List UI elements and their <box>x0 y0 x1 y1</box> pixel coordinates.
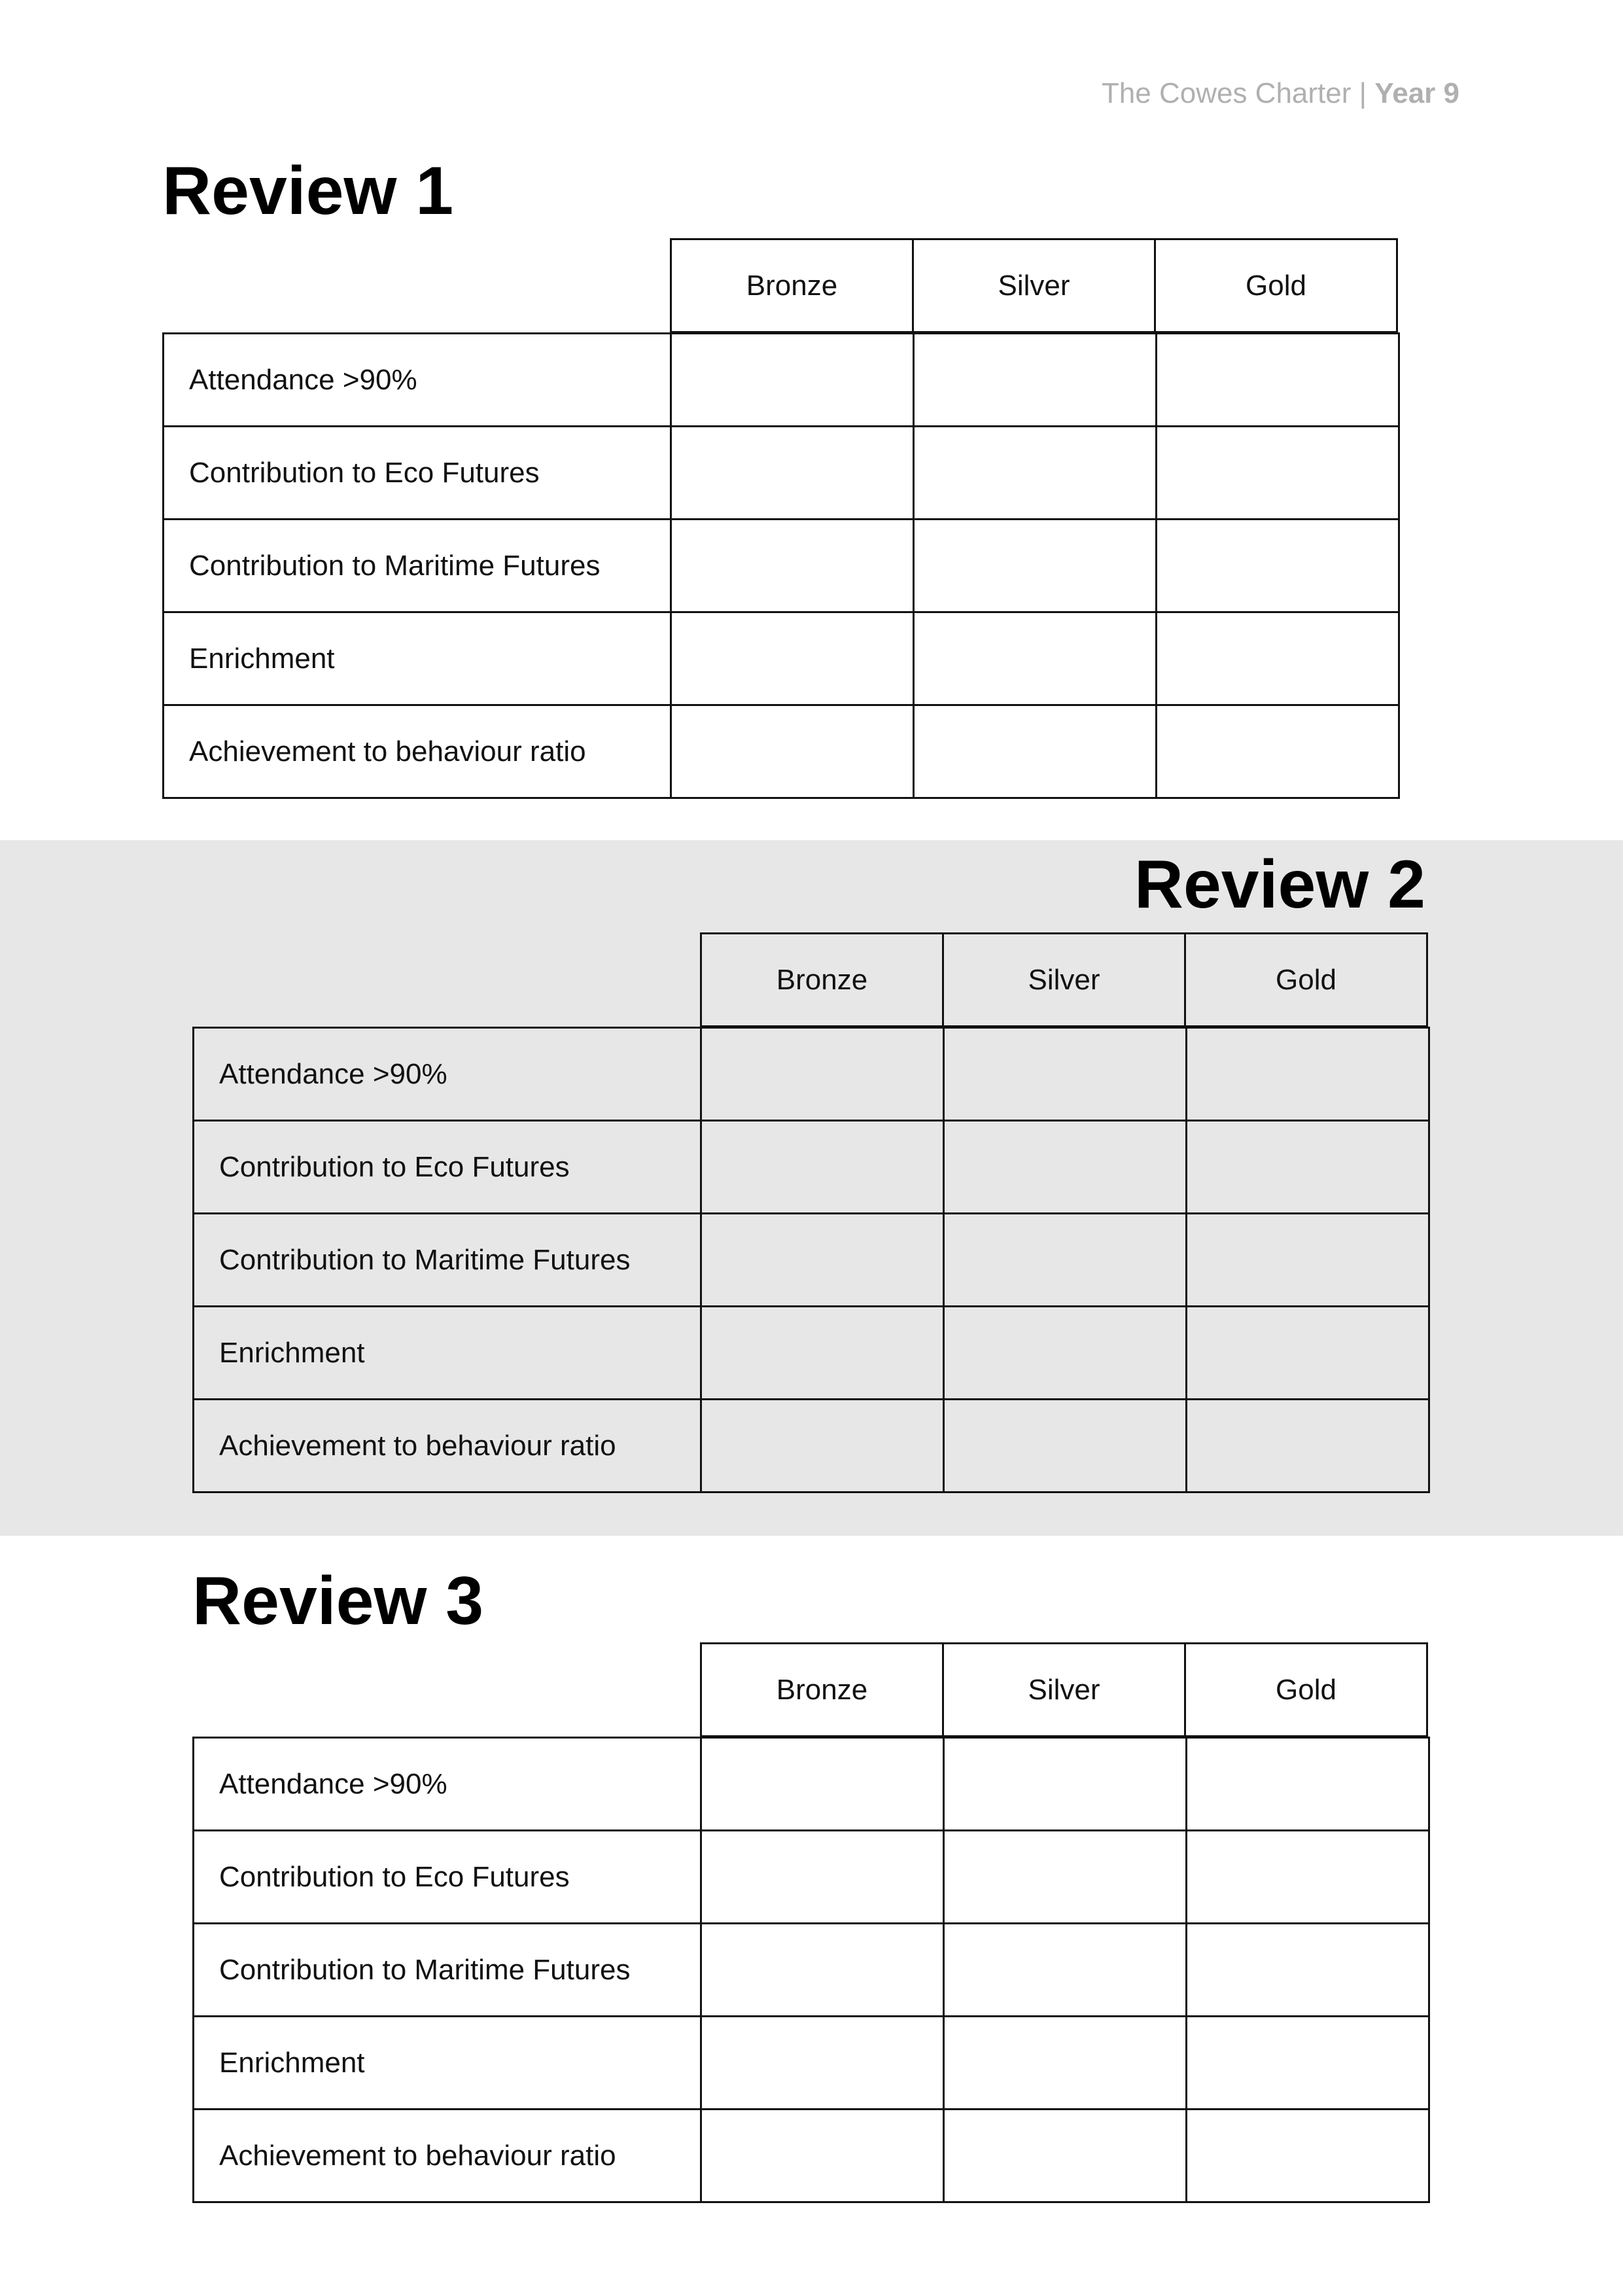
review-3-bronze-cell <box>701 1924 944 2017</box>
review-2-silver-cell <box>944 1028 1187 1121</box>
table-row <box>164 520 1399 612</box>
review-3-row-label: Enrichment <box>194 2017 701 2110</box>
review-3-bronze-cell <box>701 1831 944 1924</box>
review-1-column-gold: Gold <box>1154 238 1398 333</box>
review-1-table <box>162 332 1400 799</box>
review-1-row-label: Contribution to Maritime Futures <box>164 520 671 612</box>
review-3-gold-cell <box>1187 1738 1429 1831</box>
table-row <box>164 427 1399 520</box>
table-row <box>194 1831 1429 1924</box>
review-1-row-label: Attendance >90% <box>164 334 671 427</box>
review-2-row-label: Contribution to Maritime Futures <box>194 1214 701 1307</box>
review-3-gold-cell <box>1187 1924 1429 2017</box>
review-3-row-label: Contribution to Maritime Futures <box>194 1924 701 2017</box>
review-1-bronze-cell <box>671 612 914 705</box>
table-row <box>164 705 1399 798</box>
review-1-gold-cell <box>1157 427 1399 520</box>
review-2-silver-cell <box>944 1400 1187 1492</box>
review-1-bronze-cell <box>671 705 914 798</box>
table-row <box>194 1307 1429 1400</box>
review-2-silver-cell <box>944 1121 1187 1214</box>
review-3-silver-cell <box>944 1738 1187 1831</box>
review-3-row-label: Attendance >90% <box>194 1738 701 1831</box>
review-1-silver-cell <box>914 334 1157 427</box>
table-row <box>194 1400 1429 1492</box>
review-1-row-label: Achievement to behaviour ratio <box>164 705 671 798</box>
review-3-column-gold: Gold <box>1184 1642 1428 1737</box>
review-3-gold-cell <box>1187 2017 1429 2110</box>
review-1-silver-cell <box>914 705 1157 798</box>
review-3-title: Review 3 <box>192 1563 484 1639</box>
table-row <box>194 1214 1429 1307</box>
review-1-title: Review 1 <box>162 153 454 229</box>
review-3-gold-cell <box>1187 1831 1429 1924</box>
review-3-silver-cell <box>944 2110 1187 2202</box>
review-3-table <box>192 1737 1430 2203</box>
review-3-silver-cell <box>944 1924 1187 2017</box>
review-2-table <box>192 1027 1430 1493</box>
table-row <box>194 1738 1429 1831</box>
running-header-separator: | <box>1359 77 1367 109</box>
review-2-gold-cell <box>1187 1121 1429 1214</box>
review-2-gold-cell <box>1187 1028 1429 1121</box>
review-3-bronze-cell <box>701 1738 944 1831</box>
review-1-silver-cell <box>914 427 1157 520</box>
table-row <box>194 1924 1429 2017</box>
review-2-title: Review 2 <box>1134 847 1425 923</box>
review-3-silver-cell <box>944 2017 1187 2110</box>
review-1-silver-cell <box>914 612 1157 705</box>
table-row <box>194 1121 1429 1214</box>
review-1-silver-cell <box>914 520 1157 612</box>
review-2-gold-cell <box>1187 1307 1429 1400</box>
review-1-gold-cell <box>1157 334 1399 427</box>
review-2-column-gold: Gold <box>1184 932 1428 1027</box>
review-1-gold-cell <box>1157 705 1399 798</box>
review-2-bronze-cell <box>701 1121 944 1214</box>
review-2-silver-cell <box>944 1307 1187 1400</box>
review-3-row-label: Contribution to Eco Futures <box>194 1831 701 1924</box>
review-2-bronze-cell <box>701 1028 944 1121</box>
review-2-bronze-cell <box>701 1307 944 1400</box>
review-2-gold-cell <box>1187 1214 1429 1307</box>
running-header-year: Year 9 <box>1374 77 1459 109</box>
review-3-row-label: Achievement to behaviour ratio <box>194 2110 701 2202</box>
review-1-gold-cell <box>1157 520 1399 612</box>
table-row <box>164 334 1399 427</box>
review-3-gold-cell <box>1187 2110 1429 2202</box>
review-2-silver-cell <box>944 1214 1187 1307</box>
review-2-bronze-cell <box>701 1214 944 1307</box>
review-1-column-bronze: Bronze <box>670 238 914 333</box>
review-3-bronze-cell <box>701 2017 944 2110</box>
review-3-bronze-cell <box>701 2110 944 2202</box>
review-1-gold-cell <box>1157 612 1399 705</box>
review-2-bronze-cell <box>701 1400 944 1492</box>
review-3-column-bronze: Bronze <box>700 1642 944 1737</box>
review-2-row-label: Contribution to Eco Futures <box>194 1121 701 1214</box>
review-2-row-label: Attendance >90% <box>194 1028 701 1121</box>
review-1-bronze-cell <box>671 427 914 520</box>
running-header-title: The Cowes Charter <box>1101 77 1352 109</box>
review-1-bronze-cell <box>671 334 914 427</box>
review-2-column-silver: Silver <box>942 932 1186 1027</box>
review-1-row-label: Contribution to Eco Futures <box>164 427 671 520</box>
review-3-column-silver: Silver <box>942 1642 1186 1737</box>
review-1-column-silver: Silver <box>912 238 1156 333</box>
table-row <box>194 1028 1429 1121</box>
table-row <box>164 612 1399 705</box>
review-3-silver-cell <box>944 1831 1187 1924</box>
table-row <box>194 2110 1429 2202</box>
review-1-row-label: Enrichment <box>164 612 671 705</box>
review-2-row-label: Achievement to behaviour ratio <box>194 1400 701 1492</box>
table-row <box>194 2017 1429 2110</box>
review-2-column-bronze: Bronze <box>700 932 944 1027</box>
running-header <box>1102 77 1459 110</box>
review-1-bronze-cell <box>671 520 914 612</box>
review-2-row-label: Enrichment <box>194 1307 701 1400</box>
review-2-gold-cell <box>1187 1400 1429 1492</box>
